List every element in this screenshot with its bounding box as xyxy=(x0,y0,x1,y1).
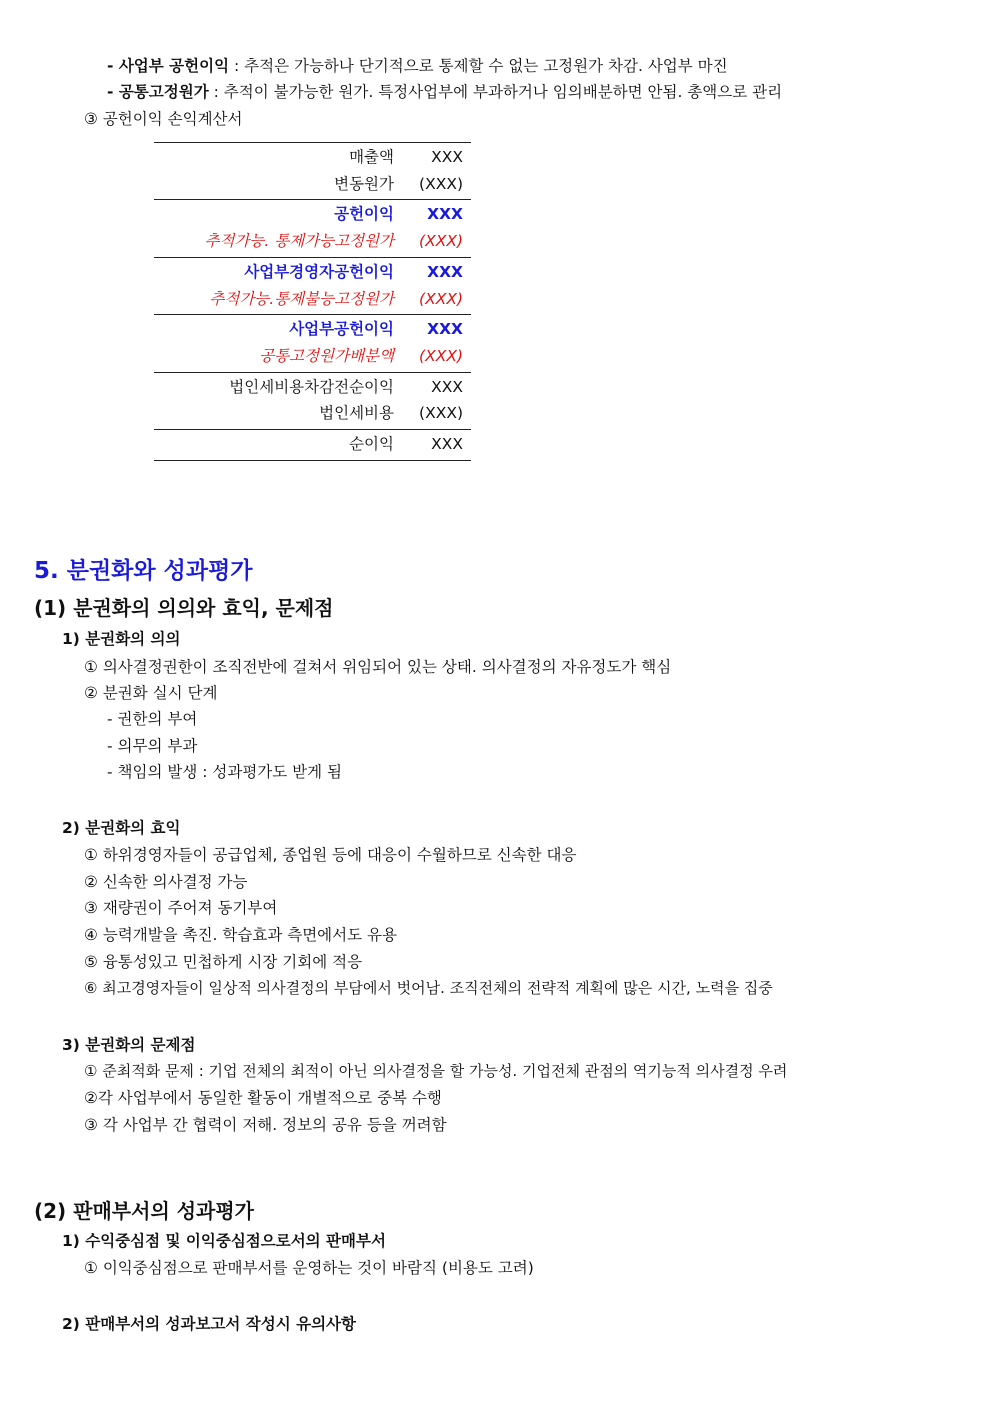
section-title: 5. 분권화와 성과평가 xyxy=(34,558,253,584)
list-item: ③ 각 사업부 간 협력이 저해. 정보의 공유 등을 꺼려함 xyxy=(84,1116,447,1134)
term-desc: : 추적은 가능하나 단기적으로 통제할 수 없는 고정원가 차감. 사업부 마진 xyxy=(229,57,728,75)
list-item-common-fixed-cost xyxy=(107,82,782,102)
row-value: (XXX) xyxy=(419,175,463,193)
list-item: ③ 재량권이 주어져 동기부여 xyxy=(84,899,278,917)
table-rule xyxy=(154,142,471,143)
row-value: (XXX) xyxy=(419,290,463,308)
list-item: ② 신속한 의사결정 가능 xyxy=(84,873,248,891)
table-row xyxy=(154,433,471,455)
row-value: XXX xyxy=(427,263,463,281)
list-item: ① 의사결정권한이 조직전반에 걸쳐서 위임되어 있는 상태. 의사결정의 자유정도가 핵심 xyxy=(84,658,672,676)
table-rule xyxy=(154,429,471,430)
list-item-division-contribution xyxy=(107,56,728,76)
row-value: (XXX) xyxy=(419,232,463,250)
table-row xyxy=(154,203,471,225)
subsection-title: (2) 판매부서의 성과평가 xyxy=(34,1199,255,1223)
row-value: XXX xyxy=(431,378,463,396)
paragraph-title: 3) 분권화의 문제점 xyxy=(62,1036,196,1054)
row-label: 법인세비용차감전순이익 xyxy=(229,378,394,396)
table-rule xyxy=(154,314,471,315)
list-item: ① 하위경영자들이 공급업체, 종업원 등에 대응이 수월하므로 신속한 대응 xyxy=(84,846,577,864)
subsection-title: (1) 분권화의 의의와 효익, 문제점 xyxy=(34,596,334,620)
row-label: 순이익 xyxy=(349,435,394,453)
table-row xyxy=(154,376,471,398)
list-item: ① 이익중심점으로 판매부서를 운영하는 것이 바람직 (비용도 고려) xyxy=(84,1259,534,1277)
row-value: (XXX) xyxy=(419,347,463,365)
row-label: 매출액 xyxy=(349,148,394,166)
row-label: 공통고정원가배분액 xyxy=(259,347,394,365)
row-label: 변동원가 xyxy=(334,175,394,193)
row-value: XXX xyxy=(431,148,463,166)
term-label: - 공통고정원가 xyxy=(107,83,209,101)
table-row xyxy=(154,288,471,310)
row-label: 사업부공헌이익 xyxy=(289,320,394,338)
row-value: XXX xyxy=(431,435,463,453)
row-label: 공헌이익 xyxy=(334,205,394,223)
row-label: 사업부경영자공헌이익 xyxy=(244,263,394,281)
list-item: ②각 사업부에서 동일한 활동이 개별적으로 중복 수행 xyxy=(84,1089,442,1107)
list-item-income-statement: ③ 공헌이익 손익계산서 xyxy=(84,110,243,128)
list-item: - 의무의 부과 xyxy=(107,737,198,755)
paragraph-title: 1) 수익중심점 및 이익중심점으로서의 판매부서 xyxy=(62,1232,386,1250)
table-rule xyxy=(154,460,471,461)
table-rule xyxy=(154,199,471,200)
table-row xyxy=(154,318,471,340)
list-item: ④ 능력개발을 촉진. 학습효과 측면에서도 유용 xyxy=(84,926,397,944)
table-row xyxy=(154,146,471,168)
list-item: ⑥ 최고경영자들이 일상적 의사결정의 부담에서 벗어남. 조직전체의 전략적 계획에 많은 시간, 노력을 집중 xyxy=(84,979,773,997)
list-item: ② 분권화 실시 단계 xyxy=(84,684,218,702)
list-item: ⑤ 융통성있고 민첩하게 시장 기회에 적응 xyxy=(84,953,363,971)
paragraph-title: 2) 분권화의 효익 xyxy=(62,819,181,837)
list-item: - 권한의 부여 xyxy=(107,710,198,728)
row-label: 법인세비용 xyxy=(319,404,394,422)
table-row xyxy=(154,230,471,252)
term-desc: : 추적이 불가능한 원가. 특정사업부에 부과하거나 임의배분하면 안됨. 총액으로 관리 xyxy=(208,83,783,101)
list-item: ① 준최적화 문제 : 기업 전체의 최적이 아닌 의사결정을 할 가능성. 기업전체 관점의 역기능적 의사결정 우려 xyxy=(84,1062,788,1080)
table-rule xyxy=(154,372,471,373)
term-label: - 사업부 공헌이익 xyxy=(107,57,230,75)
row-label: 추적가능. 통제가능고정원가 xyxy=(204,232,394,250)
table-row xyxy=(154,345,471,367)
table-rule xyxy=(154,257,471,258)
row-value: XXX xyxy=(427,320,463,338)
table-row xyxy=(154,402,471,424)
list-item: - 책임의 발생 : 성과평가도 받게 됨 xyxy=(107,763,343,781)
row-value: (XXX) xyxy=(419,404,463,422)
row-label: 추적가능.통제불능고정원가 xyxy=(209,290,394,308)
table-row xyxy=(154,173,471,195)
table-row xyxy=(154,261,471,283)
paragraph-title: 1) 분권화의 의의 xyxy=(62,630,181,648)
paragraph-title: 2) 판매부서의 성과보고서 작성시 유의사항 xyxy=(62,1315,356,1333)
row-value: XXX xyxy=(427,205,463,223)
